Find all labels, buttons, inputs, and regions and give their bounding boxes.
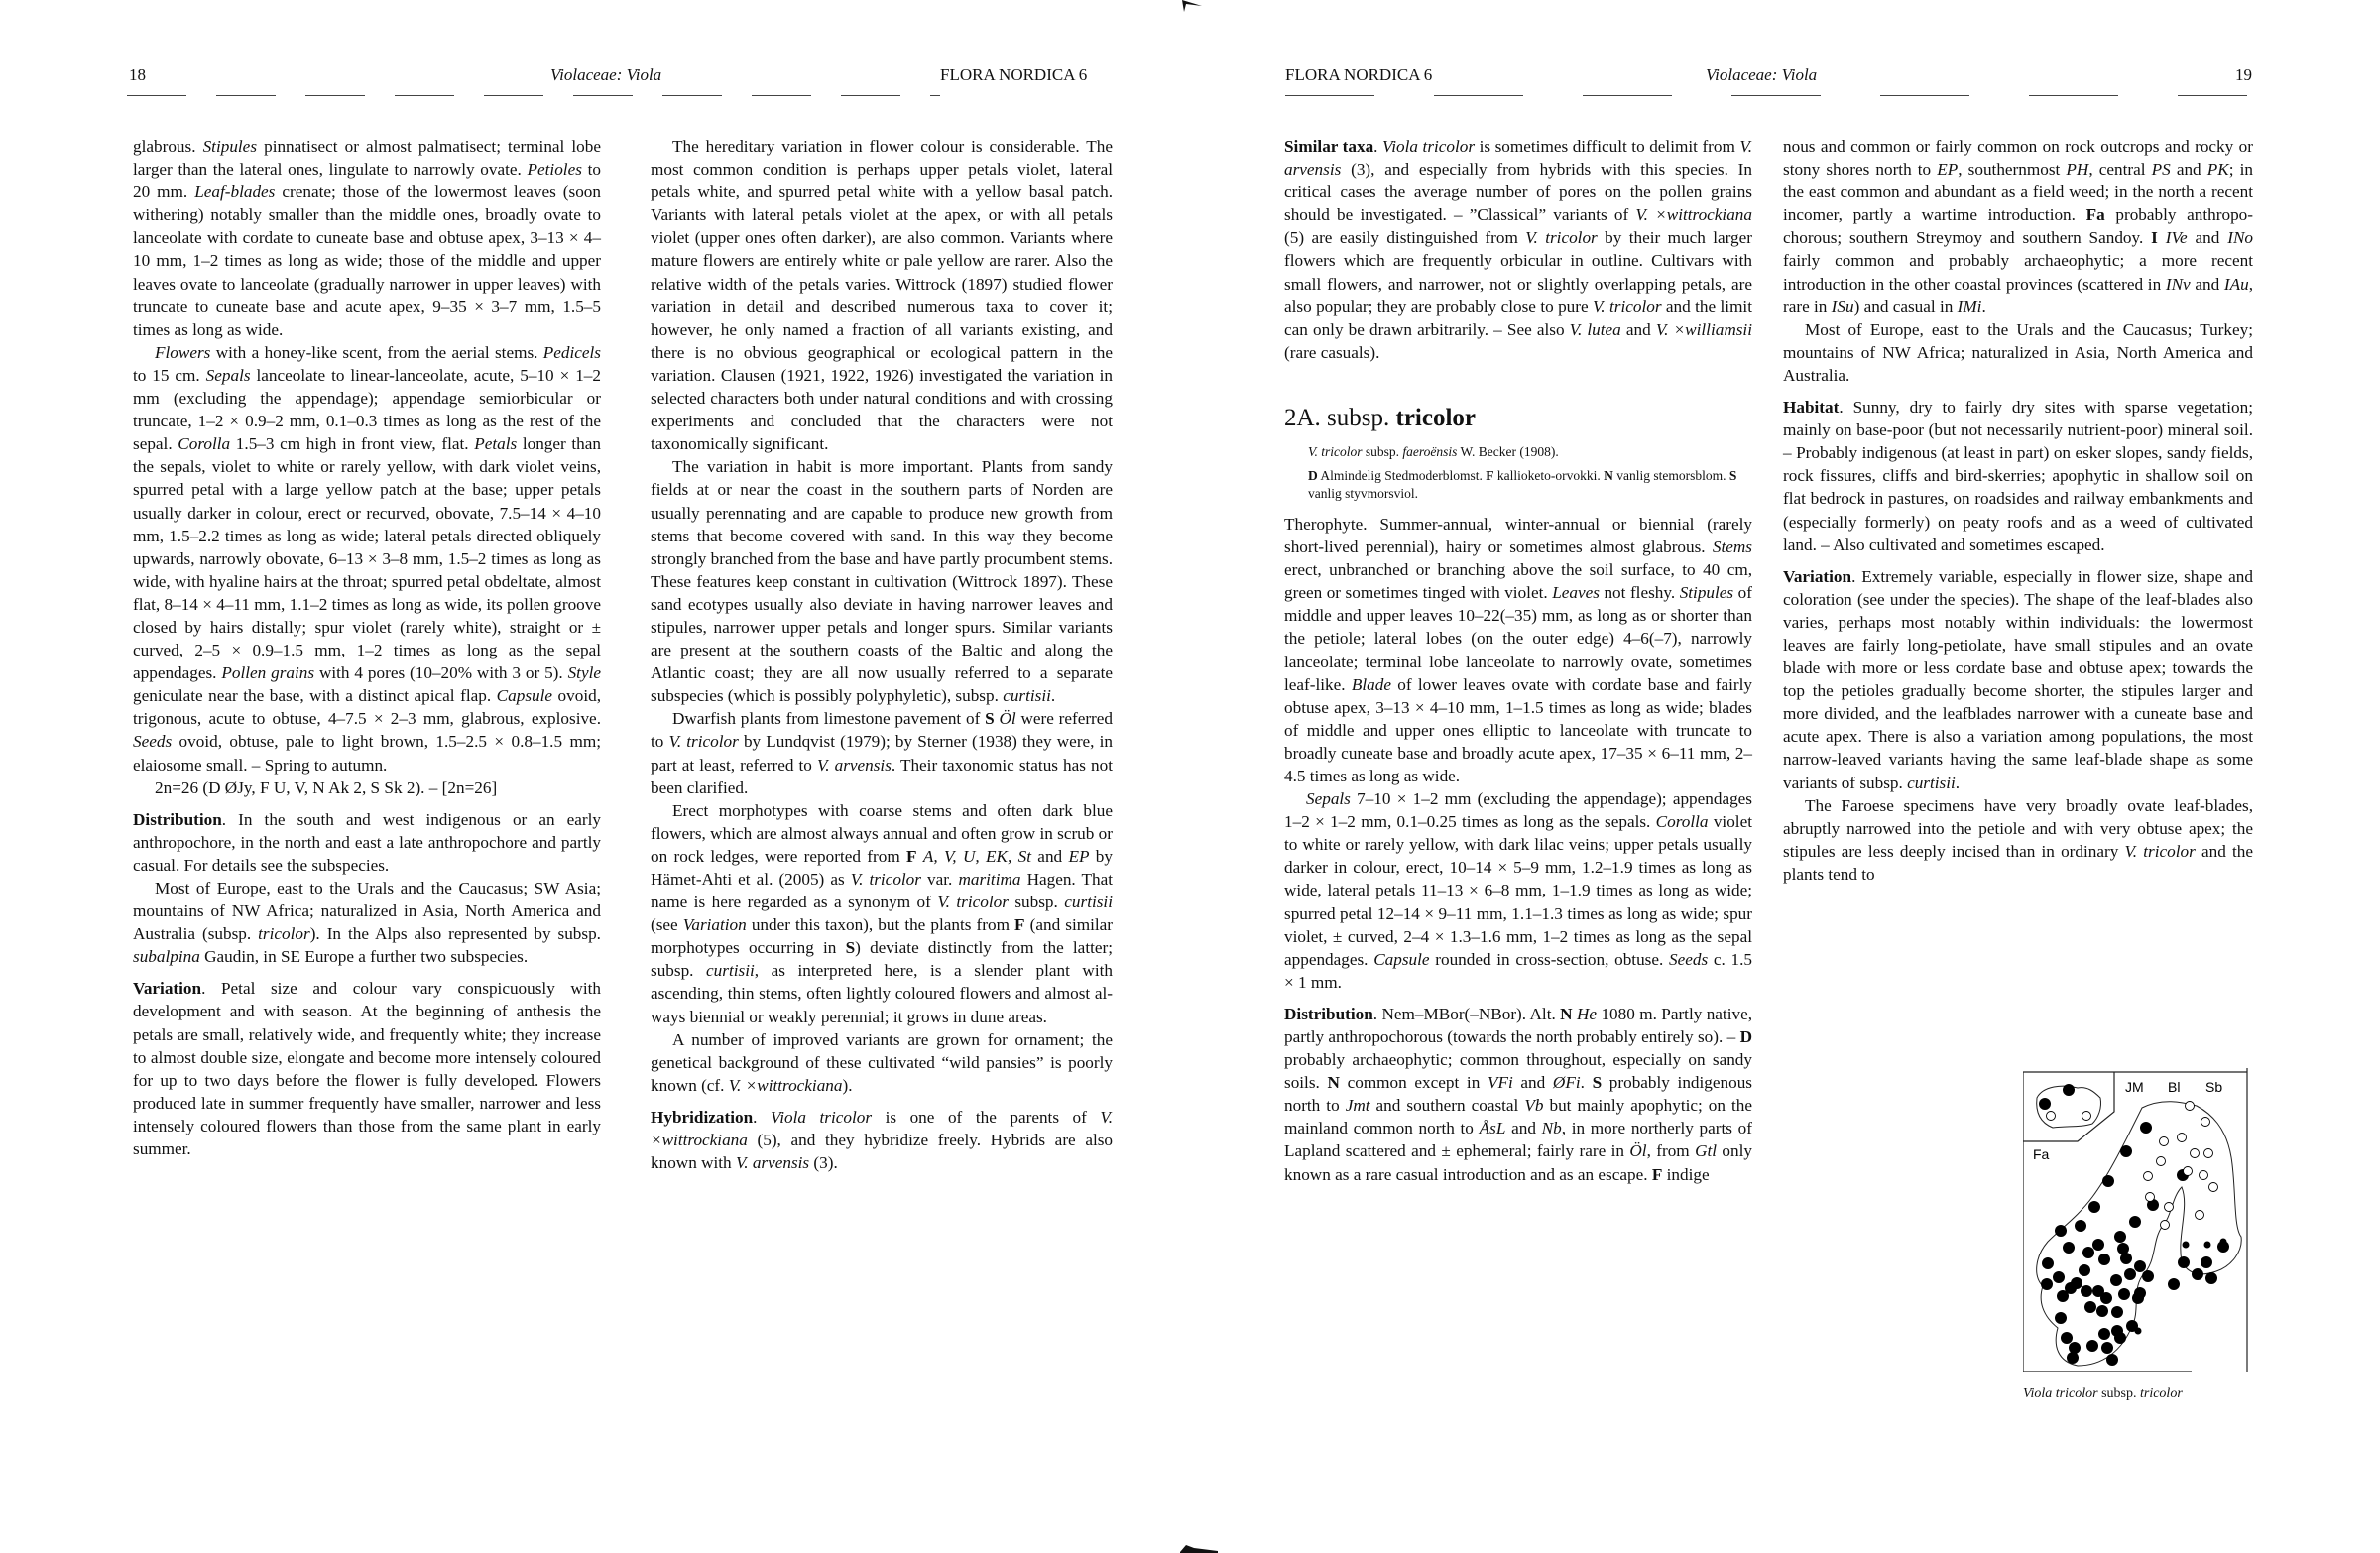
- map-dot-open: [2157, 1157, 2166, 1166]
- distribution-section: Distribution. Nem–MBor(–NBor). Alt. N He 1080 m. Partly native, partly anthropochorous (towards the north probably entirely so). – D probably archaeophytic; common throughout, especially on sandy soils. N common except in VFi and ØFi. S probably indigenous north to Jmt and southern coastal Vb but mainly apophytic; on the mainland common north to ÅsL and Nb, in more northerly parts of Lapland scattered and ± ephemeral; fairly rare in Öl, from Gtl only known as a rare casual introduction and as an escape. F indige: [1284, 1004, 1753, 1184]
- map-dot-filled: [2101, 1342, 2113, 1354]
- hybridization-section: Hybridization. Viola tricolor is one of the parents of V. ×wittrockiana (5), and they hybridize freely. Hybrids are also known with V. arvensis (3).: [651, 1107, 1114, 1173]
- map-dot-filled: [2069, 1342, 2081, 1354]
- map-dot-small: [2135, 1328, 2142, 1335]
- map-label-sb: Sb: [2205, 1079, 2223, 1095]
- map-dot-filled: [2111, 1306, 2123, 1318]
- map-dot-filled: [2084, 1301, 2096, 1313]
- map-label-jm: JM: [2125, 1079, 2144, 1095]
- map-dot-open: [2144, 1172, 2153, 1181]
- paragraph: Sepals 7–10 × 1–2 mm (excluding the appendage); appendages 1–2 × 1–2 mm, 0.1–0.25 times as long as the sepals. Corolla violet to white or rarely yellow, with dark lilac veins; upper petals usually darker in colour, erect, 10–14 × 5–9 mm, 1.2–1.9 times as long as wide, lateral petals 11–13 × 6–8 mm, 1–1.9 times as long as wide; spurred petal 12–14 × 9–11 mm, 1.1–1.3 times as long as wide; spur violet, ± curved, 2–4 × 1.3–1.6 mm, 1–2 times as long as the sepal appendages. Capsule rounded in cross-section, obtuse. Seeds c. 1.5 × 1 mm.: [1284, 789, 1752, 992]
- running-title: Violaceae: Viola: [1706, 65, 1818, 84]
- map-dot-open: [2200, 1171, 2208, 1180]
- map-dot-filled: [2142, 1270, 2154, 1282]
- map-dot-open: [2202, 1118, 2210, 1127]
- page-number: 19: [2235, 65, 2252, 84]
- map-dot-filled: [2053, 1271, 2065, 1283]
- map-dot-filled: [2205, 1272, 2217, 1284]
- map-dot-open: [2196, 1211, 2204, 1220]
- running-title: Violaceae: Viola: [550, 65, 662, 84]
- map-dot-filled: [2055, 1312, 2067, 1324]
- map-dot-open: [2191, 1149, 2200, 1158]
- map-dot-open: [2204, 1149, 2213, 1158]
- map-dot-filled: [2114, 1231, 2126, 1243]
- distribution-map: [2023, 1068, 2251, 1372]
- column-2: [651, 135, 1113, 1174]
- map-dot-filled: [2134, 1287, 2146, 1299]
- variation-section: Variation. Petal size and colour vary conspicuously with development and with season. At the beginning of anthesis the petals are small, relatively wide, and frequently white; they increase to almost double size, elongate and become more intensely coloured for up to two days before the flower is fully developed. Flowers produced late in summer frequently have smaller, narrower and less intensely coloured flowers than those from the same plant in early summer.: [133, 979, 601, 1159]
- paragraph: Flowers with a honey-like scent, from the aerial stems. Pedicels to 15 cm. Sepals lanceolate to linear-lanceolate, acute, 5–10 × 1–2 mm (excluding the appendage); appendage semiorbicular or truncate, 1–2 × 0.9–2 mm, 0.1–0.3 times as long as the rest of the sepal. Corolla 1.5–3 cm high in front view, flat. Petals longer than the sepals, violet to white or rarely yellow, with dark violet veins, spurred petal with a large yellow patch at the base; upper petals usually darker in colour, erect or recurved, obovate, 7.5–14 × 4–10 mm, 1.5–2.2 times as long as wide; lateral petals directed obliquely upwards, narrowly obovate, 6–13 × 3–8 mm, 1.5–2 times as long as wide, with hyaline hairs at the throat; spurred petal obdeltate, almost flat, 8–14 × 4–11 mm, 1.1–2 times as long as wide, its pollen groove closed by hairs distally; spur violet (rarely white), straight or ± curved, 2–5 × 0.9–1.5 mm, 1–2 times as long as the sepal appendages. Pollen grains with 4 pores (10–20% with 3 or 5). Style geniculate near the base, with a distinct apical flap. Capsule ovoid, trigonous, acute to obtuse, 4–7.5 × 2–3 mm, glabrous, explosive. Seeds ovoid, obtuse, pale to light brown, 1.5–2.5 × 0.8–1.5 mm; elaiosome small. – Spring to autumn.: [133, 342, 601, 775]
- map-dot-filled: [2120, 1145, 2132, 1157]
- map-dot-filled: [2140, 1122, 2152, 1134]
- paragraph: Most of Europe, east to the Urals and the Caucasus; Turkey; mountains of NW Africa; naturalized in Asia, North America and Australia.: [1783, 319, 2253, 385]
- paragraph: A number of improved variants are grown for ornament; the genetical background of these cultivated “wild pansies” is poorly known (cf. V. ×wittrockiana).: [651, 1029, 1113, 1095]
- paragraph: The Faroese specimens have very broadly ovate leaf-blades, abruptly narrowed into the petiole and with very obtuse apex; the stipules are less deeply incised than in ordinary V. tricolor and the plants tend to: [1783, 795, 2253, 884]
- paragraph: The hereditary variation in flower colour is considerable. The most common condition is perhaps upper petals violet, lateral petals white, and spurred petal white with a yellow basal patch. Variants with lateral petals violet at the apex, or with all petals violet (upper ones often darker), are also common. Variants where mature flowers are entirely white or pale yellow are rarer. Also the relative width of the petals varies. Wittrock (1897) studied flower variation in detail and described numerous taxa to cover it; however, he only named a fraction of all variants existing, and there is no obvious geographical or ecological pattern in the variation. Clausen (1921, 1922, 1926) investigated the variation in selected characters both under natural conditions and with crossing experiments and concluded that the characters were not taxonomically significant.: [651, 137, 1113, 454]
- map-dot-open: [2047, 1112, 2056, 1121]
- paragraph: nous and common or fairly common on rock outcrops and rocky or stony shores north to EP, southernmost PH, central PS and PK; in the east common and abundant as a field weed; in the north a recent incomer, partly a wartime introduction. Fa probably anthropochorous; southern Streymoy and southern Sandoy. I IVe and INo fairly common and probably archaeophytic; a more recent introduction in the other coastal provinces (scattered in INv and IAu, rare in ISu) and casual in IMi.: [1783, 137, 2254, 316]
- map-dot-filled: [2082, 1247, 2094, 1258]
- map-dot-filled: [2178, 1256, 2190, 1268]
- map-dot-open: [2165, 1203, 2174, 1212]
- map-dot-filled: [2057, 1290, 2069, 1302]
- map-dot-small: [2220, 1239, 2227, 1246]
- page-number: 18: [129, 65, 146, 84]
- map-dot-filled: [2092, 1239, 2104, 1251]
- map-dot-filled: [2061, 1332, 2073, 1344]
- fold-mark-bottom: [1180, 1543, 1220, 1553]
- map-dot-filled: [2096, 1305, 2108, 1317]
- map-dot-filled: [2201, 1256, 2212, 1268]
- map-dot-open: [2178, 1134, 2187, 1142]
- paragraph: Erect morphotypes with coarse stems and often dark blue flowers, which are almost always annual and often grow in scrub or on rock ledges, were reported from F A, V, U, EK, St and EP by Hämet-Ahti et al. (2005) as V. tricolor var. maritima Hagen. That name is here regarded as a synonym of V. tricolor subsp. curtisii (see Variation under this taxon), but the plants from F (and similar morphotypes occurring in S) deviate distinctly from the latter; subsp. curtisii, as interpreted here, is a slender plant with ascending, thin stems, often lightly coloured flowers and almost always biennial or weakly perennial; it grows in dune areas.: [651, 800, 1113, 1026]
- subspecies-heading: 2A. subsp. tricolor: [1284, 404, 1477, 431]
- map-label-fa: Fa: [2033, 1146, 2050, 1162]
- map-dot-filled: [2100, 1292, 2112, 1304]
- paragraph: Most of Europe, east to the Urals and the Caucasus; SW Asia; mountains of NW Africa; naturalized in Asia, North America and Australia (subsp. tricolor). In the Alps also represented by subsp. subalpina Gaudin, in SE Europe a further two subspecies.: [133, 879, 601, 967]
- map-dot-filled: [2081, 1285, 2092, 1297]
- distribution-section: Distribution. In the south and west indigenous or an early anthropochore, in the north and east a late anthropochore and partly casual. For details see the subspecies.: [133, 809, 601, 875]
- map-dot-filled: [2041, 1278, 2053, 1290]
- map-dot-filled: [2106, 1354, 2118, 1366]
- map-dot-open: [2161, 1221, 2170, 1230]
- column-4: [1783, 135, 2253, 886]
- header-rule: [127, 95, 940, 96]
- vernacular-names: D Almindelig Stedmoderblomst. F kallioketo-orvokki. N vanlig stemorsblom. S vanlig styvmorsviol.: [1308, 467, 1737, 501]
- map-dot-filled: [2042, 1257, 2054, 1269]
- map-dot-filled: [2098, 1254, 2110, 1265]
- synonym: V. tricolor subsp. faeroënsis W. Becker (1908).: [1308, 443, 1559, 459]
- map-dot-filled: [2079, 1264, 2090, 1276]
- map-dot-filled: [2063, 1242, 2075, 1254]
- map-dot-open: [2184, 1167, 2193, 1176]
- paragraph: Therophyte. Summer-annual, winter-annual or biennial (rarely short-lived perennial), hairy or sometimes almost glabrous. Stems erect, unbranched or branching above the soil surface, to 40 cm, green or sometimes tinged with violet. Leaves not fleshy. Stipules of middle and upper leaves 10–22(–35) mm, as long as or shorter than the petiole; lateral lobes (on the outer edge) 4–6(–7), narrowly lanceolate; terminal lobe lanceolate to narrowly ovate, sometimes leaf-like. Blade of lower leaves ovate with cordate base and fairly obtuse apex, 3–13 × 4–10 mm, 1–1.5 times as long as wide; blades of middle and upper ones elliptic to lanceolate with truncate to broadly cuneate base and broadly acute apex, 17–35 × 6–11 mm, 2–4.5 times as long as wide.: [1284, 514, 1752, 785]
- header-rule: [1285, 95, 2247, 96]
- map-dot-filled: [2067, 1352, 2079, 1364]
- map-dot-filled: [2134, 1260, 2146, 1272]
- map-dot-filled: [2055, 1225, 2067, 1237]
- map-dot-filled: [2110, 1274, 2122, 1286]
- map-dot-filled: [2120, 1253, 2132, 1264]
- map-dot-small: [2183, 1242, 2190, 1249]
- habitat-section: Habitat. Sunny, dry to fairly dry sites with sparse vegetation; mainly on base-poor (but not necessarily nutrient-poor) mineral soil. – Probably indigenous (at least in part) on esker slopes, sandy fields, rock fissures, cliffs and bird-skerries; apophytic in shallow soil on flat bedrock in pastures, on roadsides and railway embankments and (especially formerly) on peaty roofs and as a weed of cultivated land. – Also cultivated and sometimes escaped.: [1783, 398, 2253, 554]
- paragraph: Dwarfish plants from limestone pavement of S Öl were referred to V. tricolor by Lundqvist (1979); by Sterner (1938) they were, in part at least, referred to V. arvensis. Their taxonomic status has not been clarified.: [651, 709, 1113, 797]
- map-dot-open: [2146, 1193, 2155, 1202]
- paragraph: The variation in habit is more important. Plants from sandy fields at or near the coast in the southern parts of Norden are usually perennating and are capable to produce new growth from stems that become covered with sand. In this way they become strongly branched from the base and have partly procumbent stems. These features keep constant in cultivation (Wittrock 1897). These sand ecotypes usually also deviate in having narrower leaves and stipules, narrower upper petals and longer spurs. Similar variants are present at the southern coasts of the Baltic and along the Atlantic coast; they are all now usually referred to a separate subspecies (which is possibly polyphyletic), subsp. curtisii.: [651, 457, 1113, 706]
- map-dot-small: [2204, 1242, 2211, 1249]
- map-dot-filled: [2088, 1201, 2100, 1213]
- map-dot-filled: [2063, 1084, 2075, 1096]
- map-dot-filled: [2086, 1340, 2098, 1352]
- map-dot-filled: [2039, 1098, 2051, 1110]
- map-dot-filled: [2075, 1220, 2086, 1232]
- map-dot-filled: [2102, 1175, 2114, 1187]
- similar-taxa-section: Similar taxa. Viola tricolor is sometimes difficult to delimit from V. arvensis (3), and especially from hybrids with this species. In critical cases the average number of pores on the pollen grains should be investigated. – ”Classical” variants of V. ×wittrockiana (5) are easily distinguished from V. tricolor by their much larger flowers which are frequently orbicular in outline. Cultivars with small flowers, and narrower, not or slightly overlapping petals, are also popular; they are probably close to pure V. tricolor and the limit can only be drawn arbitrarily. – See also V. lutea and V. ×williamsii (rare casuals).: [1284, 137, 1753, 362]
- map-dot-open: [2160, 1137, 2169, 1146]
- map-dot-open: [2186, 1102, 2195, 1111]
- chromosome-number: 2n=26 (D ØJy, F U, V, N Ak 2, S Sk 2). – [2n=26]: [155, 777, 498, 797]
- column-3: [1284, 135, 1752, 1186]
- variation-section: Variation. Extremely variable, especially in flower size, shape and coloration (see under the species). The shape of the leaf-blades also varies, perhaps most notably within individuals: the lowermost leaves are fairly long-petiolate, have small stipules and an ovate blade with more or less cordate base and obtuse apex; towards the top the petioles gradually become shorter, the stipules larger and more divided, and the leafblades narrower with a cuneate base and acute apex. There is also a variation among populations, the most narrow-leaved variants having the same leaf-blade shape as some variants of subsp. curtisii.: [1783, 566, 2253, 792]
- map-dot-filled: [2114, 1332, 2126, 1344]
- map-dot-filled: [2124, 1268, 2136, 1280]
- map-label-bl: Bl: [2168, 1079, 2181, 1095]
- paragraph: glabrous. Stipules pinnatisect or almost palmatisect; terminal lobe larger than the lateral ones, lingulate to narrowly ovate. Petioles to 20 mm. Leaf-blades crenate; those of the lowermost leaves (soon withering) notably smaller than the middle ones, broadly ovate to lanceolate with cordate to cuneate base and obtuse apex, 3–13 × 4–10 mm, 1–2 times as long as wide; those of the middle and upper leaves ovate to lanceolate (gradually narrower in upper leaves) with truncate to cuneate base and acute apex, 9–35 × 3–7 mm, 1.5–5 times as long as wide.: [133, 137, 601, 339]
- map-dot-filled: [2129, 1216, 2141, 1228]
- map-dot-filled: [2118, 1288, 2130, 1300]
- book-title: FLORA NORDICA 6: [940, 65, 1088, 84]
- book-title: FLORA NORDICA 6: [1285, 65, 1433, 84]
- map-dot-filled: [2192, 1268, 2203, 1280]
- fold-mark-top: [1180, 0, 1210, 14]
- map-caption: Viola tricolor subsp. tricolor: [2023, 1386, 2183, 1401]
- column-1: [133, 135, 601, 1160]
- map-dot-filled: [2098, 1328, 2110, 1340]
- map-dot-open: [2082, 1112, 2091, 1121]
- map-dot-filled: [2168, 1278, 2180, 1290]
- map-dot-open: [2209, 1183, 2218, 1192]
